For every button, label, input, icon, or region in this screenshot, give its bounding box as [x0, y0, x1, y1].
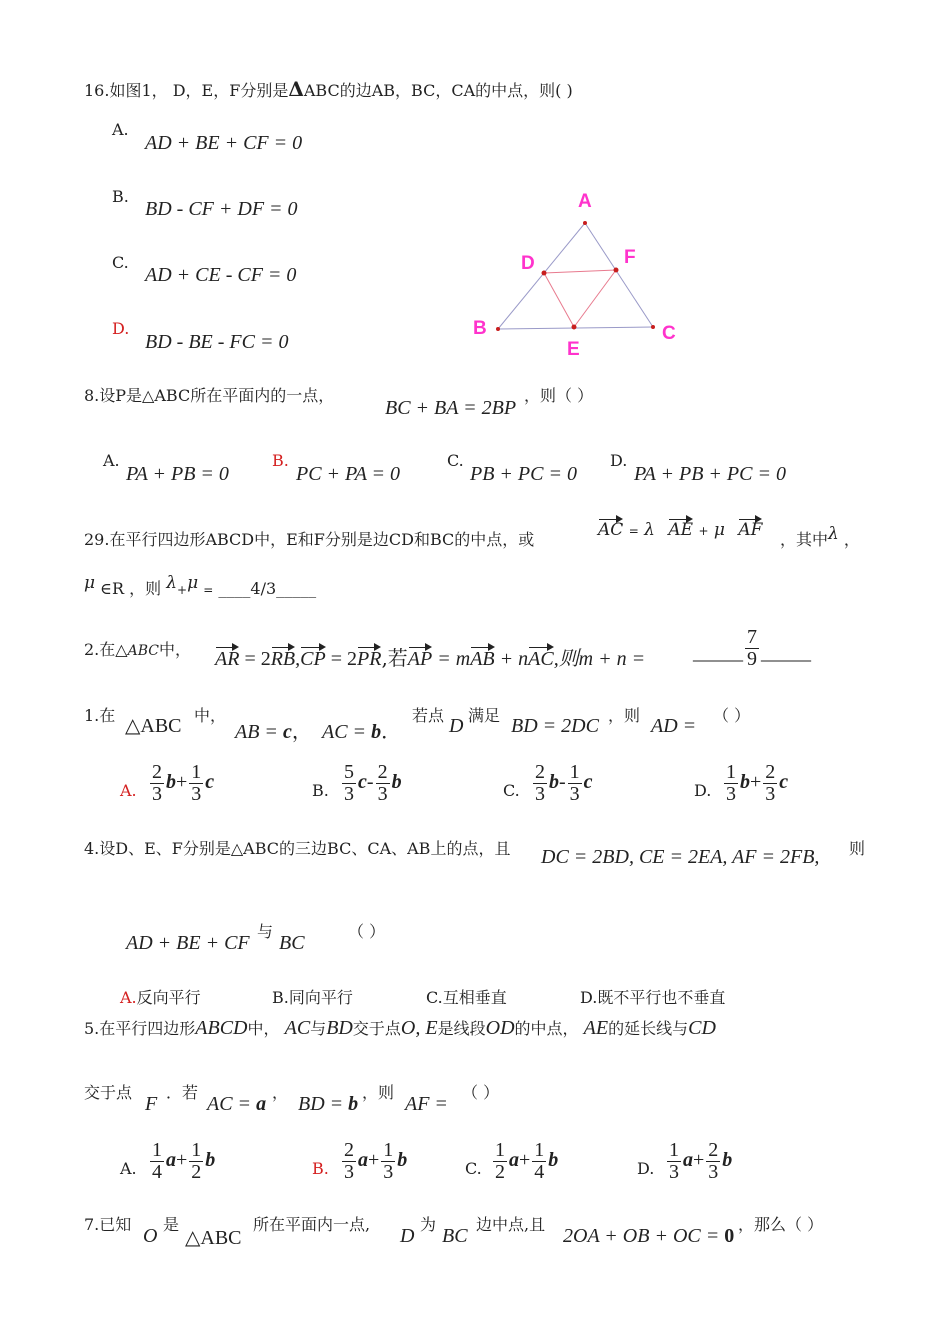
vector-ac: AC	[598, 520, 624, 540]
q29-equation	[598, 520, 762, 540]
bd-eq: BD =	[298, 1093, 349, 1115]
vec-1: a	[683, 1149, 693, 1172]
q4-stem: 4.设D、E、F分别是△ABC的三边BC、CA、AB上的点，且	[84, 839, 511, 858]
q1-ad: AD =	[651, 715, 697, 737]
equals-sign-2: =	[203, 583, 214, 597]
zero-vector: 0	[724, 1225, 735, 1247]
num-2: 2	[377, 761, 388, 783]
q4-option-a-label: A.	[120, 988, 137, 1007]
q1-zhong: 中，	[194, 706, 227, 725]
label-e: E	[567, 339, 580, 360]
q5-option-a-label: A.	[120, 1159, 137, 1178]
q5-paren: （ ）	[462, 1083, 500, 1102]
q1-ruodian: 若点	[412, 706, 445, 725]
q2-zhong: 中，	[158, 640, 191, 659]
q2-ruo: ,若	[381, 646, 408, 670]
lambda-symbol-3: λ	[166, 573, 178, 593]
q2-stem-text: 2.在△	[84, 640, 128, 659]
q7-suozai: 所在平面内一点,	[253, 1215, 371, 1234]
q2-answer	[693, 627, 811, 670]
q7-tail: ，那么（ ）	[738, 1215, 824, 1234]
num-1: 2	[535, 761, 545, 783]
q5-af: AF =	[405, 1093, 448, 1115]
q4-option-a	[120, 985, 201, 1008]
q5-comma: ，	[272, 1083, 289, 1102]
q2-ze: ,则m + n =	[553, 648, 646, 670]
q2-equation	[215, 642, 645, 671]
den-2: 3	[765, 783, 776, 805]
q16-option-c-expr: AD + CE - CF = 0	[145, 264, 297, 286]
q1-point-d: D	[449, 715, 464, 737]
denominator: 9	[747, 648, 757, 670]
vec-2: c	[779, 771, 789, 794]
comma-1: ,	[295, 648, 301, 670]
mu-symbol-3: μ	[187, 573, 199, 593]
q4-option-a-text: 反向平行	[136, 988, 201, 1007]
q7-wei: 为	[420, 1215, 437, 1234]
num-2: 1	[569, 761, 580, 783]
vector-c: c	[282, 721, 292, 743]
den-1: 3	[535, 783, 545, 805]
q4-bc: BC	[279, 932, 305, 954]
q5-ze: ，则	[362, 1083, 395, 1102]
q5-option-b	[340, 1140, 407, 1183]
q8-stem: 8.设P是△ABC所在平面内的一点，	[84, 386, 335, 405]
vector-a: a	[256, 1093, 267, 1115]
q5-e: E	[425, 1017, 438, 1039]
eq-2: = 2	[325, 648, 357, 670]
label-b: B	[473, 318, 487, 339]
q4-condition: DC = 2BD, CE = 2EA, AF = 2FB,	[541, 846, 820, 868]
q8-option-b-label: B.	[272, 451, 289, 470]
q5-option-d	[665, 1140, 732, 1183]
q5-abcd: ABCD	[195, 1017, 248, 1039]
q7-d: D	[400, 1225, 415, 1247]
op: -	[366, 771, 374, 794]
q5-line-1	[84, 1016, 716, 1040]
numerator: 7	[747, 626, 757, 648]
den-2: 3	[569, 783, 580, 805]
mu-symbol-2: μ	[84, 573, 96, 593]
q1-option-c	[531, 762, 593, 805]
answer-blank-post: _____	[761, 642, 811, 665]
den-2: 3	[377, 783, 388, 805]
num-2: 2	[708, 1139, 719, 1161]
answer-fraction	[745, 627, 759, 670]
vec-1: c	[358, 771, 367, 794]
q1-condition: BD = 2DC	[511, 715, 599, 737]
q1-option-b-label: B.	[312, 781, 329, 800]
q4-option-b: B.同向平行	[272, 988, 353, 1007]
q16-option-c-label: C.	[112, 253, 129, 272]
vec-1: a	[509, 1149, 519, 1172]
q1-ab	[235, 715, 312, 744]
q16-option-b-label: B.	[112, 187, 129, 206]
q1-option-a-label: A.	[120, 781, 137, 800]
q4-option-d: D.既不平行也不垂直	[580, 988, 726, 1007]
q8-option-a-expr: PA + PB = 0	[126, 463, 229, 485]
vector-af: AF	[738, 520, 763, 540]
den-1: 3	[344, 783, 354, 805]
q5-zhong: 中，	[247, 1019, 280, 1038]
q7-condition	[563, 1225, 734, 1248]
q5-option-b-label: B.	[312, 1159, 329, 1178]
den-1: 2	[495, 1161, 505, 1183]
triangle-symbol: Δ	[288, 77, 304, 101]
vector-pr: PR	[357, 648, 382, 670]
q1-manzu: 满足	[468, 706, 501, 725]
label-a: A	[578, 191, 592, 212]
q16-stem-text: 16.如图1， D，E，F分别是	[84, 81, 289, 100]
q8-option-a-label: A.	[103, 451, 120, 470]
q1-option-b	[340, 762, 402, 805]
comma: ，	[291, 721, 312, 743]
q29-answer: 4/3	[250, 579, 277, 598]
op: +	[368, 1149, 380, 1172]
lambda-symbol-2: λ	[828, 524, 839, 544]
q2-triangle-name: ABC	[127, 643, 159, 659]
q8-condition: BC + BA = 2BP	[385, 397, 517, 419]
q5-ac-eq	[207, 1093, 266, 1116]
num-1: 1	[495, 1139, 505, 1161]
num-1: 2	[344, 1139, 354, 1161]
op: -	[559, 771, 566, 794]
vector-ac-2: AC	[528, 648, 554, 670]
vector-cp: CP	[300, 648, 326, 670]
num-2: 1	[191, 761, 202, 783]
den-2: 3	[708, 1161, 719, 1183]
q1-option-d	[722, 762, 788, 805]
q5-option-c-label: C.	[465, 1159, 482, 1178]
q5-bd-eq	[298, 1093, 358, 1116]
q8-option-d-label: D.	[610, 451, 628, 470]
vec-2: c	[205, 771, 215, 794]
q8-option-c-expr: PB + PC = 0	[470, 463, 577, 485]
num-1: 2	[152, 761, 162, 783]
vec-2: b	[397, 1149, 408, 1172]
q5-option-d-label: D.	[637, 1159, 655, 1178]
q5-option-a	[148, 1140, 215, 1183]
vector-b: b	[371, 721, 382, 743]
plus-sign: +	[698, 524, 709, 538]
vec-1: b	[166, 771, 176, 794]
q5-o: O,	[400, 1017, 421, 1039]
q5-de: 的中点，	[514, 1019, 579, 1038]
eq-1: = 2	[239, 648, 271, 670]
q29-line-2	[84, 573, 317, 599]
q1-option-d-label: D.	[694, 781, 712, 800]
mu-symbol: μ	[713, 520, 725, 540]
q4-expression: AD + BE + CF	[126, 932, 250, 954]
q1-option-a	[148, 762, 214, 805]
q7-shi: 是	[163, 1215, 180, 1234]
vector-rb: RB	[270, 648, 296, 670]
den-1: 3	[669, 1161, 679, 1183]
label-f: F	[624, 247, 636, 268]
vector-ae: AE	[668, 520, 694, 540]
vec-2: b	[391, 771, 402, 794]
in-r-text: ∈R ，则	[100, 579, 162, 598]
den-2: 4	[534, 1161, 545, 1183]
q5-jiaoyu2: 交于点	[84, 1083, 133, 1102]
ab-eq: AB =	[235, 721, 283, 743]
q5-yu: 与	[310, 1019, 327, 1038]
q2-line	[84, 637, 191, 660]
q4-paren: （ ）	[348, 922, 386, 941]
q16-option-b-expr: BD - CF + DF = 0	[145, 198, 298, 220]
label-d: D	[521, 253, 535, 274]
q7-stem: 7.已知	[84, 1215, 132, 1234]
op: +	[176, 1149, 188, 1172]
q29-tail-text: ，其中	[780, 530, 829, 549]
q5-bd: BD	[326, 1017, 353, 1039]
q5-od: OD	[485, 1017, 515, 1039]
q16-stem-text-2: ABC的边AB，BC，CA的中点，则( )	[303, 81, 573, 100]
q16-option-d-expr: BD - BE - FC = 0	[145, 331, 289, 353]
num-2: 2	[765, 761, 776, 783]
q5-f: F	[145, 1093, 158, 1115]
den-2: 3	[191, 783, 202, 805]
q5-shi: 是线段	[437, 1019, 486, 1038]
q8-tail: ，则（ ）	[524, 386, 594, 405]
den-1: 4	[152, 1161, 162, 1183]
triangle-figure	[460, 185, 700, 365]
q8-option-c-label: C.	[447, 451, 464, 470]
q7-bc: BC	[442, 1225, 468, 1247]
equals-sign: =	[628, 524, 639, 538]
q16-option-a-expr: AD + BE + CF = 0	[145, 132, 303, 154]
num-1: 1	[669, 1139, 679, 1161]
q16-option-a-label: A.	[112, 120, 129, 139]
q29-stem: 29.在平行四边形ABCD中，E和F分别是边CD和BC的中点，或	[84, 530, 535, 549]
num-1: 1	[726, 761, 736, 783]
vec-2: b	[722, 1149, 733, 1172]
ac-eq: AC =	[322, 721, 372, 743]
q1-ze: ，则	[608, 706, 641, 725]
op: +	[693, 1149, 705, 1172]
num-2: 1	[383, 1139, 394, 1161]
condition-text: 2OA + OB + OC =	[563, 1225, 725, 1247]
vec-1: a	[358, 1149, 368, 1172]
plus-sign-2: +	[177, 583, 188, 597]
eq-3: = m	[432, 648, 471, 670]
q7-triangle: △ABC	[185, 1227, 242, 1249]
vec-2: b	[548, 1149, 559, 1172]
q5-stem: 5.在平行四边形	[84, 1019, 196, 1038]
q8-option-d-expr: PA + PB + PC = 0	[634, 463, 786, 485]
q8-option-b-expr: PC + PA = 0	[296, 463, 401, 485]
den-2: 2	[191, 1161, 202, 1183]
vec-1: b	[740, 771, 750, 794]
lambda-symbol: λ	[644, 520, 655, 540]
q29-tail	[780, 524, 860, 550]
q1-option-c-label: C.	[503, 781, 520, 800]
comma: ，	[838, 530, 860, 549]
vector-ar: AR	[215, 648, 240, 670]
q16-option-d-label: D.	[112, 319, 130, 338]
ac-eq: AC =	[207, 1093, 257, 1115]
q1-paren: （ ）	[713, 706, 751, 725]
num-2: 1	[534, 1139, 545, 1161]
q16-stem	[84, 77, 573, 101]
q1-stem: 1.在	[84, 706, 116, 725]
q5-ac: AC	[284, 1017, 311, 1039]
num-1: 1	[152, 1139, 162, 1161]
den-1: 3	[344, 1161, 354, 1183]
q5-jiaoyu: 交于点	[352, 1019, 401, 1038]
vec-1: b	[549, 771, 559, 794]
op: +	[750, 771, 762, 794]
q1-triangle: △ABC	[125, 715, 182, 737]
q1-ac	[322, 715, 401, 744]
q5-yanchang: 的延长线与	[608, 1019, 689, 1038]
vec-2: c	[583, 771, 593, 794]
vector-b: b	[348, 1093, 359, 1115]
den-1: 3	[726, 783, 736, 805]
label-c: C	[662, 323, 676, 344]
dot: ．	[381, 721, 402, 743]
q4-yu: 与	[257, 922, 274, 941]
op: +	[519, 1149, 531, 1172]
q5-ae: AE	[583, 1017, 609, 1039]
vector-ap: AP	[407, 648, 433, 670]
q7-o: O	[143, 1225, 158, 1247]
num-1: 5	[344, 761, 354, 783]
den-1: 3	[152, 783, 162, 805]
q5-ruo: ．若	[166, 1083, 199, 1102]
q4-option-c: C.互相垂直	[426, 988, 507, 1007]
vector-ab: AB	[470, 648, 495, 670]
q7-bian: 边中点,且	[476, 1215, 546, 1234]
vec-2: b	[205, 1149, 216, 1172]
q5-option-c	[491, 1140, 558, 1183]
op: +	[176, 771, 188, 794]
plus-n: + n	[494, 648, 529, 670]
q4-ze: 则	[849, 839, 866, 858]
vec-1: a	[166, 1149, 176, 1172]
answer-blank-pre: _____	[693, 642, 743, 665]
q5-cd: CD	[688, 1017, 716, 1039]
den-2: 3	[383, 1161, 394, 1183]
answer-blank-pre: ____	[218, 579, 251, 598]
num-2: 1	[191, 1139, 202, 1161]
answer-blank-post: _____	[276, 579, 317, 598]
